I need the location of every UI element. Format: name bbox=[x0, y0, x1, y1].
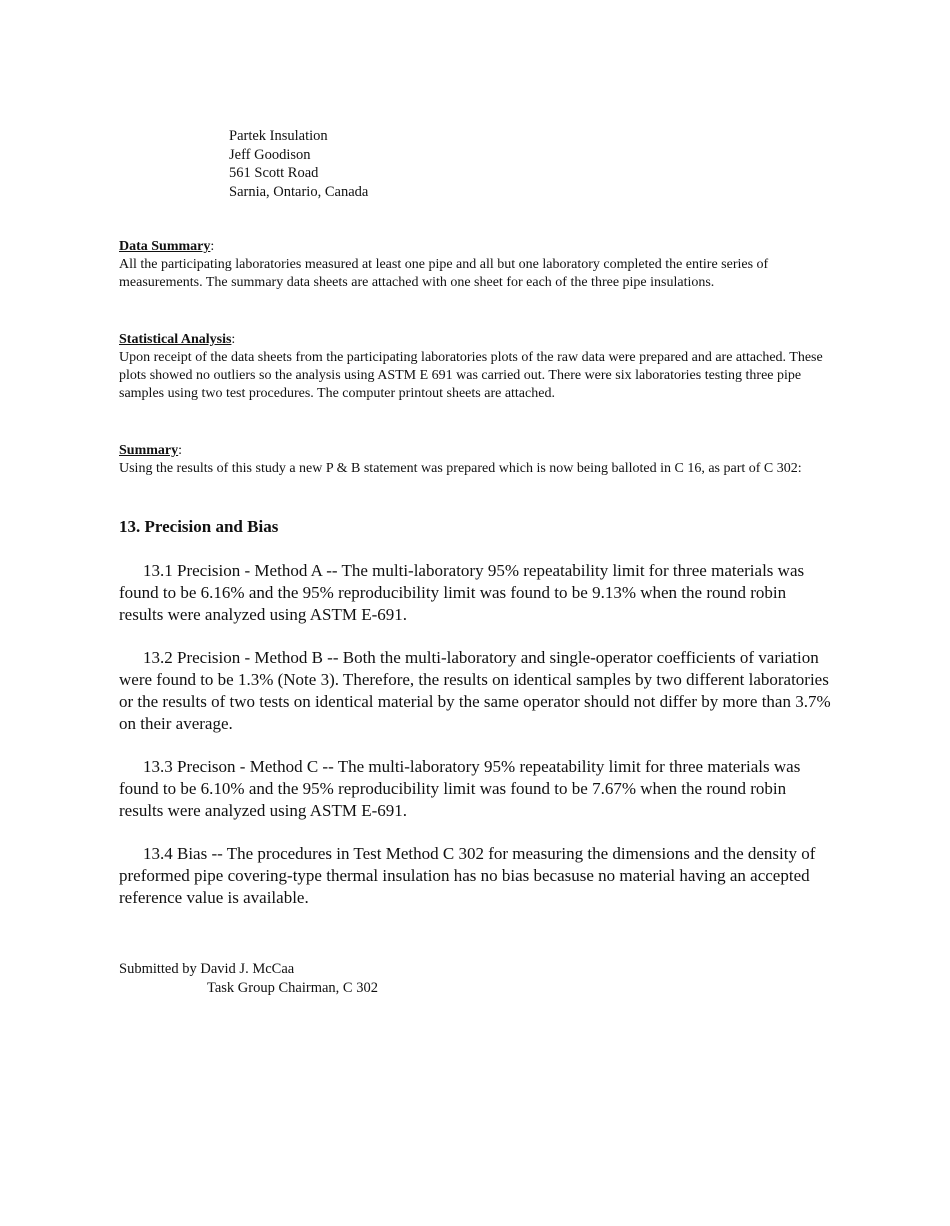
address-contact: Jeff Goodison bbox=[229, 146, 311, 163]
summary-section bbox=[119, 442, 839, 478]
signature-block bbox=[119, 960, 378, 998]
data-summary-heading: Data Summary bbox=[119, 239, 211, 254]
data-summary-section bbox=[119, 238, 839, 292]
bias-paragraph: 13.4 Bias -- The procedures in Test Method C 302 for measuring the dimensions and the density of preformed pipe covering-type thermal insulation has no bias becasuse no material having an accepted reference value is available. bbox=[119, 844, 816, 907]
precision-method-a-paragraph: 13.1 Precision - Method A -- The multi-laboratory 95% repeatability limit for three materials was found to be 6.16% and the 95% reproducibility limit was found to be 9.13% when the round robin results were analyzed using ASTM E-691. bbox=[119, 561, 805, 624]
statistical-analysis-body: Upon receipt of the data sheets from the participating laboratories plots of the raw data were prepared and are attached. These plots showed no outliers so the analysis using ASTM E 691 was carried out. There were six laboratories testing three pipe samples using two test procedures. The computer printout sheets are attached. bbox=[119, 350, 823, 401]
address-company: Partek Insulation bbox=[229, 128, 328, 144]
precision-bias-title: 13. Precision and Bias bbox=[119, 517, 279, 536]
statistical-analysis-colon: : bbox=[231, 332, 236, 347]
address-block bbox=[229, 127, 368, 201]
summary-heading: Summary bbox=[119, 443, 179, 458]
data-summary-colon: : bbox=[210, 239, 215, 254]
statistical-analysis-heading: Statistical Analysis bbox=[119, 332, 232, 347]
submitted-by-line: Submitted by David J. McCaa bbox=[119, 961, 295, 977]
summary-body: Using the results of this study a new P & B statement was prepared which is now being balloted in C 16, as part of C 302: bbox=[119, 461, 802, 476]
precision-method-c-paragraph: 13.3 Precison - Method C -- The multi-laboratory 95% repeatability limit for three materials was found to be 6.10% and the 95% reproducibility limit was found to be 7.67% when the round robin results were analyzed using ASTM E-691. bbox=[119, 757, 801, 820]
address-street: 561 Scott Road bbox=[229, 165, 319, 181]
statistical-analysis-section bbox=[119, 331, 839, 403]
summary-colon: : bbox=[178, 443, 183, 458]
data-summary-body: All the participating laboratories measured at least one pipe and all but one laboratory completed the entire series of measurements. The summary data sheets are attached with one sheet for each of the three pipe insulations. bbox=[119, 257, 769, 290]
signer-title-line: Task Group Chairman, C 302 bbox=[207, 980, 378, 996]
address-city: Sarnia, Ontario, Canada bbox=[229, 183, 369, 200]
precision-method-b-paragraph: 13.2 Precision - Method B -- Both the multi-laboratory and single-operator coefficients of variation were found to be 1.3% (Note 3). Therefore, the results on identical samples by two different laboratories or the results of two tests on identical material by the same operator should not differ by more than 3.7% on their average. bbox=[119, 648, 831, 733]
